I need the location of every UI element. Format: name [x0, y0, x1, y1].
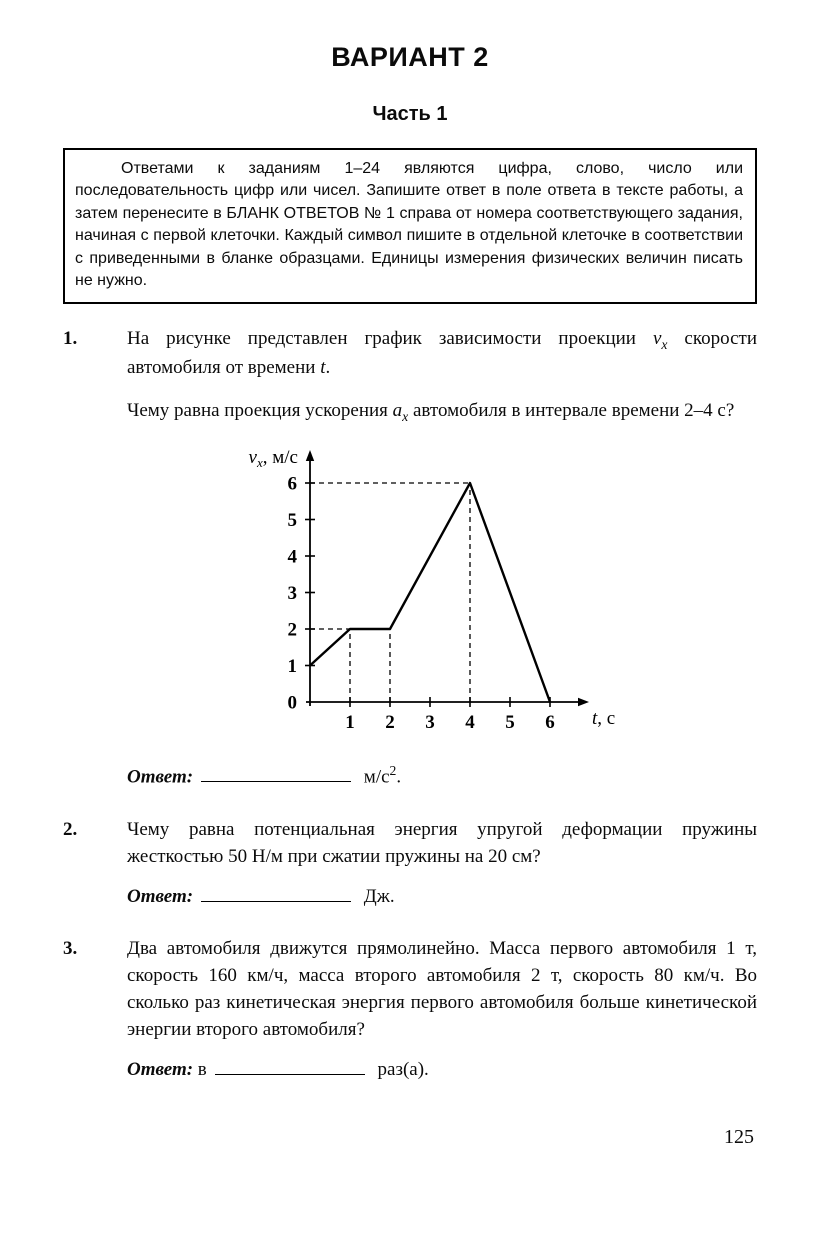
- question-3-number: 3.: [63, 938, 78, 960]
- answer-blank: [215, 1056, 365, 1075]
- page-number: 125: [724, 1126, 754, 1148]
- velocity-line: [310, 483, 550, 702]
- instructions-box: [63, 148, 757, 304]
- question-1-text-1: На рисунке представлен график зависимости проекции $v_x$ скорости автомобиля от времени t.: [127, 328, 758, 378]
- x-tick-label: 2: [385, 711, 395, 733]
- y-tick-label: 5: [287, 509, 297, 531]
- y-tick-label: 6: [287, 473, 297, 495]
- x-axis-title: t, с: [592, 707, 616, 729]
- question-1: [63, 326, 757, 790]
- x-axis-arrow-icon: [578, 698, 589, 706]
- question-2-number: 2.: [63, 818, 78, 840]
- question-1-body: [127, 326, 757, 790]
- y-tick-label: 4: [287, 546, 297, 568]
- y-axis-title: $v_x$, м/с: [248, 446, 298, 470]
- answer-blank: [201, 763, 351, 782]
- question-1-number: 1.: [63, 328, 78, 350]
- question-2-text: Чему равна потенциальная энергия упругой деформации пружины жесткостью 50 Н/м при сжатии пружины на 20 см?: [127, 818, 757, 867]
- question-3-text: Два автомобиля движутся прямолинейно. Масса первого автомобиля 1 т, скорость 160 км/ч, масса второго автомобиля 2 т, скорость 80 км/ч. Во сколько раз кинетическая энергия первого автомобиля больше кинетической энергии второго автомобиля?: [127, 938, 757, 1041]
- x-tick-label: 4: [465, 711, 475, 733]
- y-tick-label: 3: [287, 582, 297, 604]
- question-2: [63, 817, 757, 911]
- velocity-time-chart: [235, 434, 757, 749]
- x-tick-label: 3: [425, 711, 435, 733]
- x-tick-label: 5: [505, 711, 515, 733]
- velocity-time-chart-svg: [235, 434, 635, 744]
- question-3: [63, 936, 757, 1084]
- question-1-text-2: Чему равна проекция ускорения $a_x$ автомобиля в интервале времени 2–4 с?: [127, 399, 735, 424]
- variant-title: ВАРИАНТ 2: [331, 42, 489, 72]
- part-title: Часть 1: [372, 103, 448, 125]
- y-tick-label: 0: [287, 692, 297, 714]
- question-2-answer-line: Ответ: Дж.: [127, 883, 757, 911]
- x-tick-label: 6: [545, 711, 555, 733]
- question-1-answer-line: Ответ: $м/с^2$.: [127, 762, 402, 788]
- y-tick-label: 2: [287, 619, 297, 641]
- y-tick-label: 1: [287, 655, 297, 677]
- question-3-body: [127, 936, 757, 1084]
- y-axis-arrow-icon: [306, 450, 314, 461]
- instructions-text: Ответами к заданиям 1–24 являются цифра, слово, число или последовательность цифр или чисел. Запишите ответ в поле ответа в тексте работы, а затем перенесите в БЛАНК ОТВЕТОВ № 1 справа от номера соответствующего задания, начиная с первой клеточки. Каждый символ пишите в отдельной клеточке в соответствии с приведенными в бланке образцами. Единицы измерения физических величин писать не нужно.: [75, 160, 743, 289]
- question-2-body: [127, 817, 757, 911]
- answer-blank: [201, 883, 351, 902]
- x-tick-label: 1: [345, 711, 355, 733]
- question-3-answer-line: Ответ: в раз(а).: [127, 1056, 757, 1084]
